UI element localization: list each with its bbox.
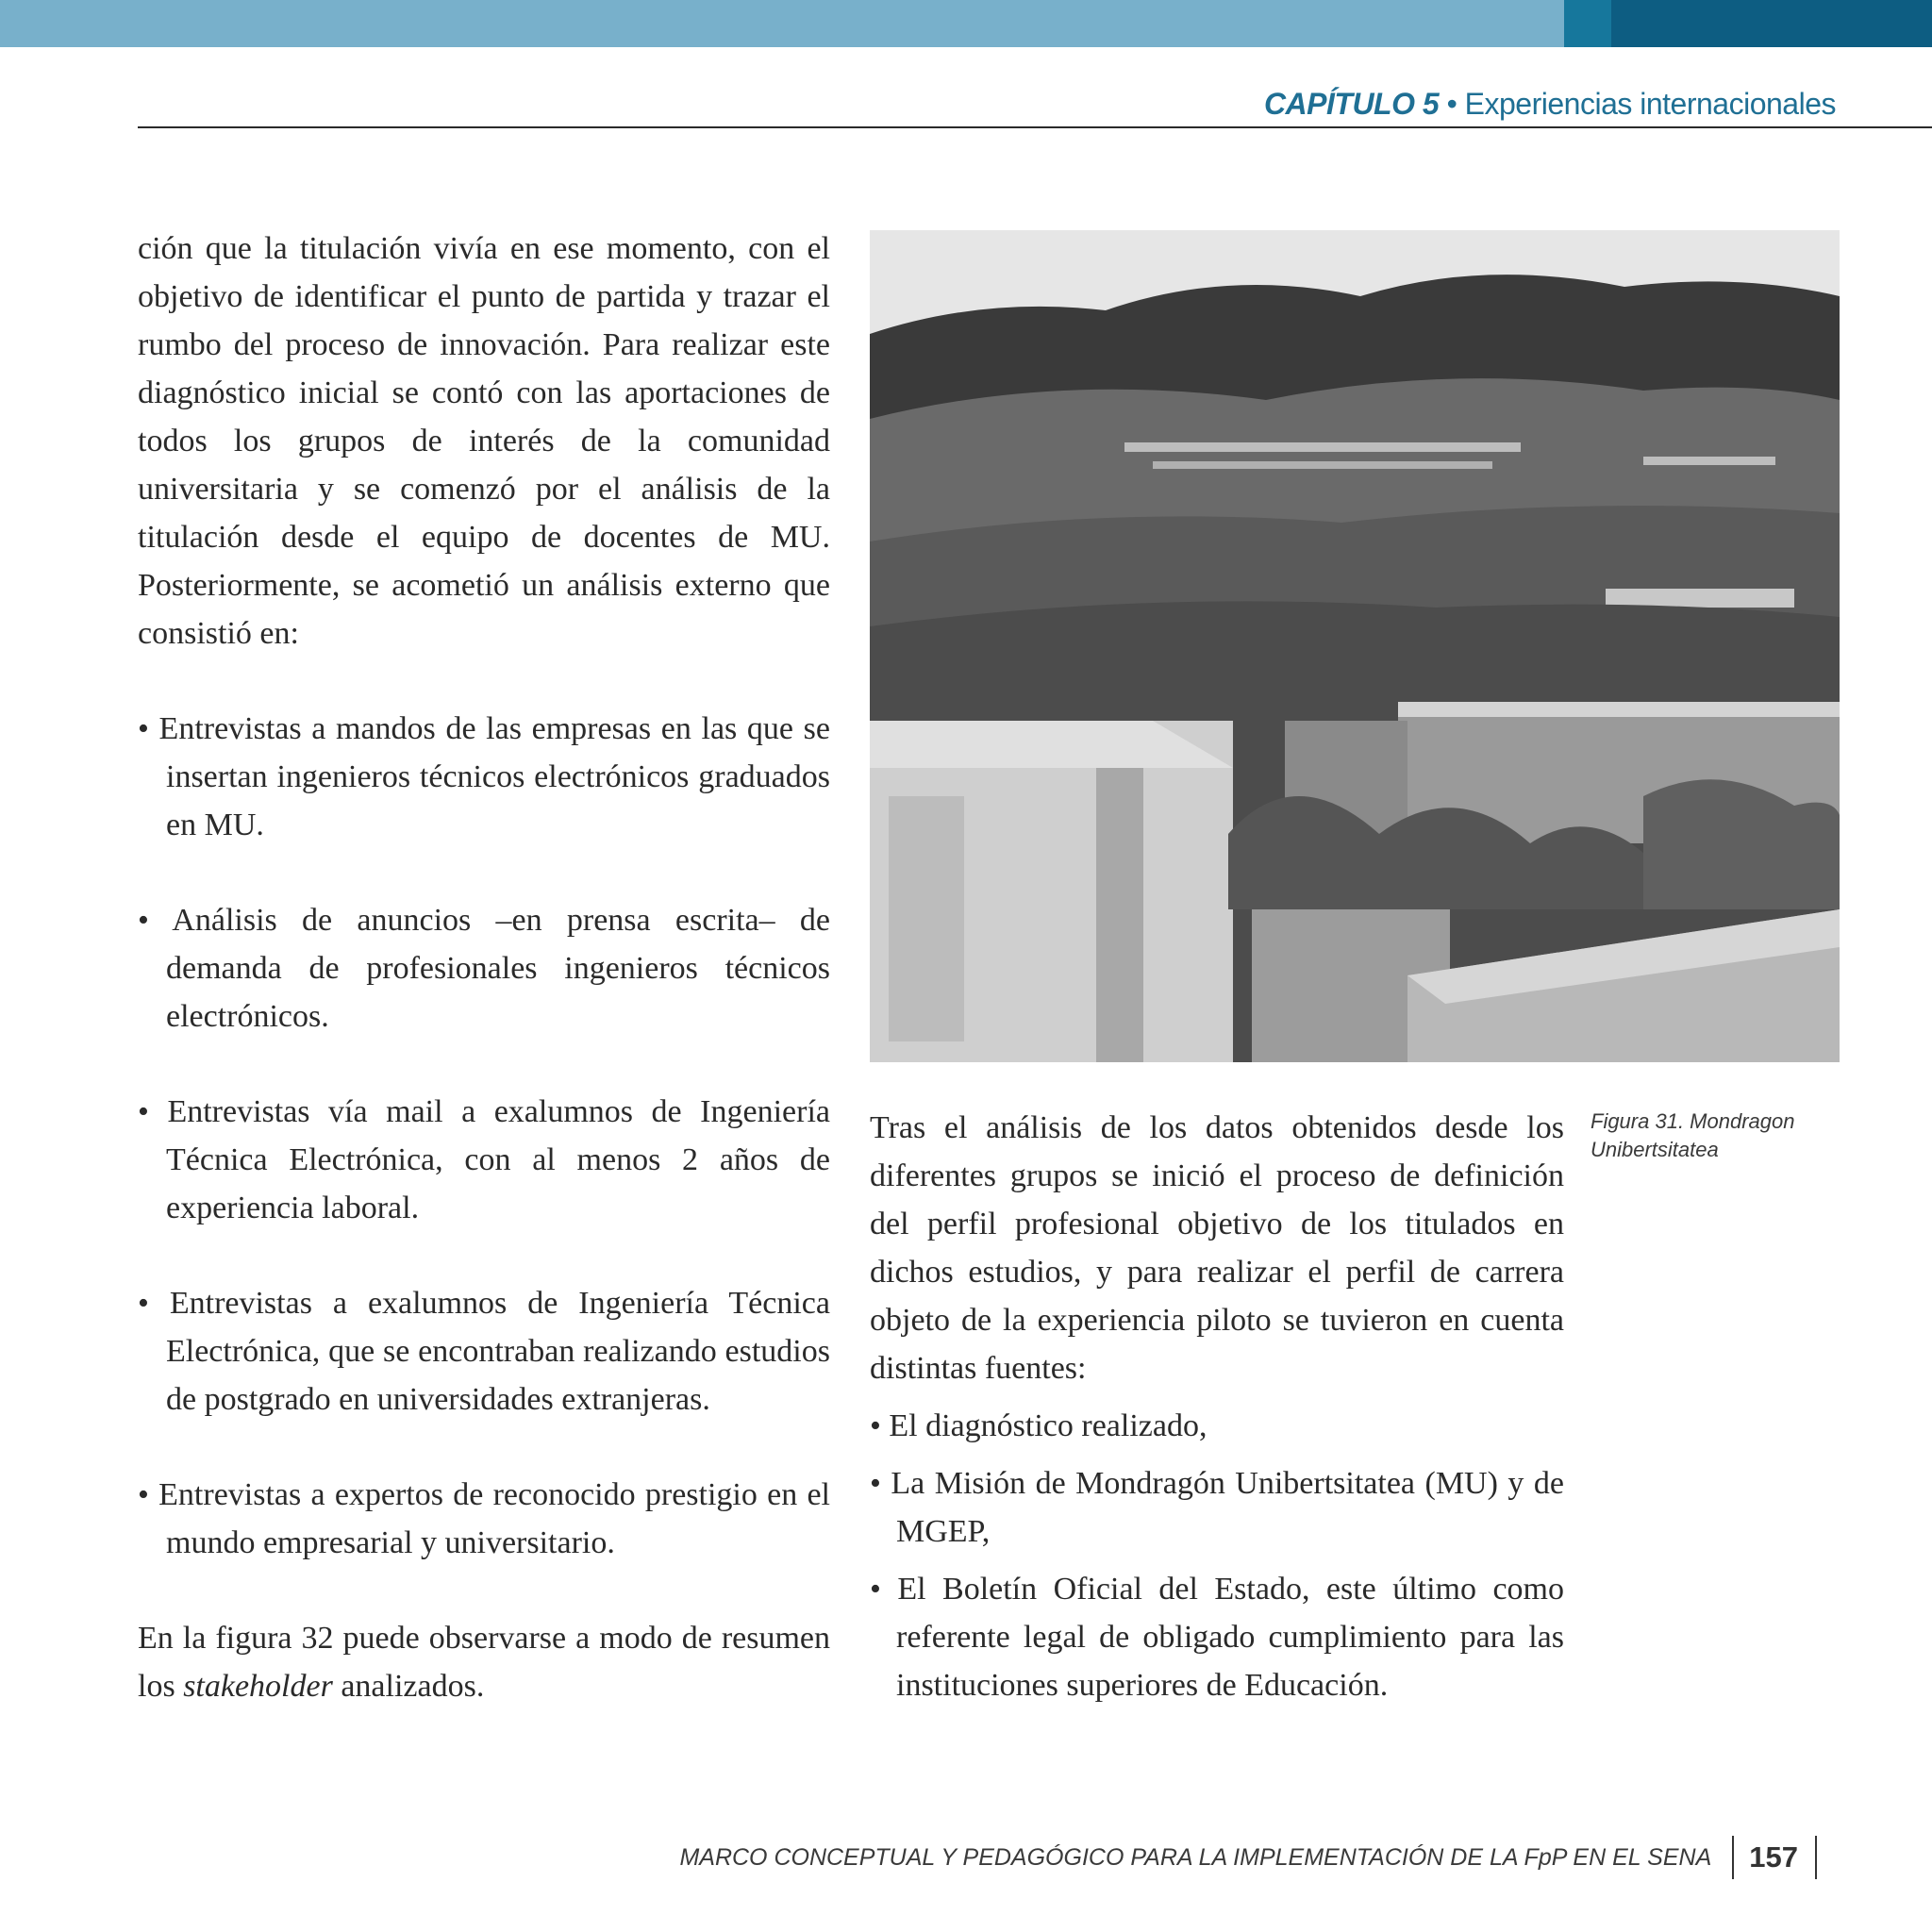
right-paragraph: Tras el análisis de los datos obtenidos desde los diferentes grupos se inició el proceso de definición del perfil profesional objetivo de los titulados en dichos estudios, y para realizar el perfil de carrera objeto de la experiencia piloto se tuvieron en cuenta distintas fuentes:	[870, 1110, 1564, 1386]
footer-separator-right	[1815, 1836, 1817, 1879]
figure-caption: Figura 31. Mondragon Unibertsitatea	[1591, 1109, 1795, 1161]
chapter-label: CAPÍTULO 5	[1263, 87, 1440, 121]
left-bullet-4: • Entrevistas a exalumnos de Ingeniería Técnica Electrónica, que se encontraban realizando estudios de postgrado en universidades extranjeras.	[138, 1286, 830, 1417]
header-rule	[138, 126, 1932, 128]
left-bullet-5: • Entrevistas a expertos de reconocido prestigio en el mundo empresarial y universitario.	[138, 1477, 830, 1560]
footer-title: MARCO CONCEPTUAL Y PEDAGÓGICO PARA LA IMPLEMENTACIÓN DE LA FpP EN EL SENA	[679, 1843, 1712, 1871]
closing-emphasis: stakeholder	[183, 1669, 333, 1704]
right-column	[870, 1104, 1564, 1709]
campus-photo	[870, 230, 1840, 1062]
top-color-bar	[0, 0, 1932, 47]
top-bar-accent-light	[1564, 0, 1611, 47]
right-bullet-1: • El diagnóstico realizado,	[870, 1408, 1208, 1443]
top-bar-accent-dark	[1611, 0, 1932, 47]
page-number: 157	[1749, 1840, 1798, 1874]
closing-text-end: analizados.	[332, 1669, 485, 1704]
right-bullet-3: • El Boletín Oficial del Estado, este último como referente legal de obligado cumplimiento para las instituciones superiores de Educación.	[870, 1572, 1564, 1703]
closing-text-start: En la figura 32 puede observarse a modo de resumen los	[138, 1621, 830, 1704]
closing-paragraph	[138, 1614, 830, 1710]
right-bullet-2: • La Misión de Mondragón Unibertsitatea (MU) y de MGEP,	[870, 1466, 1564, 1549]
footer-separator	[1732, 1836, 1734, 1879]
left-column	[138, 225, 830, 1710]
page-footer	[679, 1836, 1817, 1879]
running-header	[1264, 87, 1836, 122]
left-bullet-1: • Entrevistas a mandos de las empresas en las que se insertan ingenieros técnicos electrónicos graduados en MU.	[138, 711, 830, 842]
intro-paragraph: ción que la titulación vivía en ese momento, con el objetivo de identificar el punto de partida y trazar el rumbo del proceso de innovación. Para realizar este diagnóstico inicial se contó con las aportaciones de todos los grupos de interés de la comunidad universitaria y se comenzó por el análisis de la titulación desde el equipo de docentes de MU. Posteriormente, se acometió un análisis externo que consistió en:	[138, 231, 830, 651]
left-bullet-3: • Entrevistas vía mail a exalumnos de Ingeniería Técnica Electrónica, con al menos 2 años de experiencia laboral.	[138, 1094, 830, 1225]
chapter-title: • Experiencias internacionales	[1446, 87, 1836, 121]
left-bullet-2: • Análisis de anuncios –en prensa escrita– de demanda de profesionales ingenieros técnicos electrónicos.	[138, 903, 830, 1034]
